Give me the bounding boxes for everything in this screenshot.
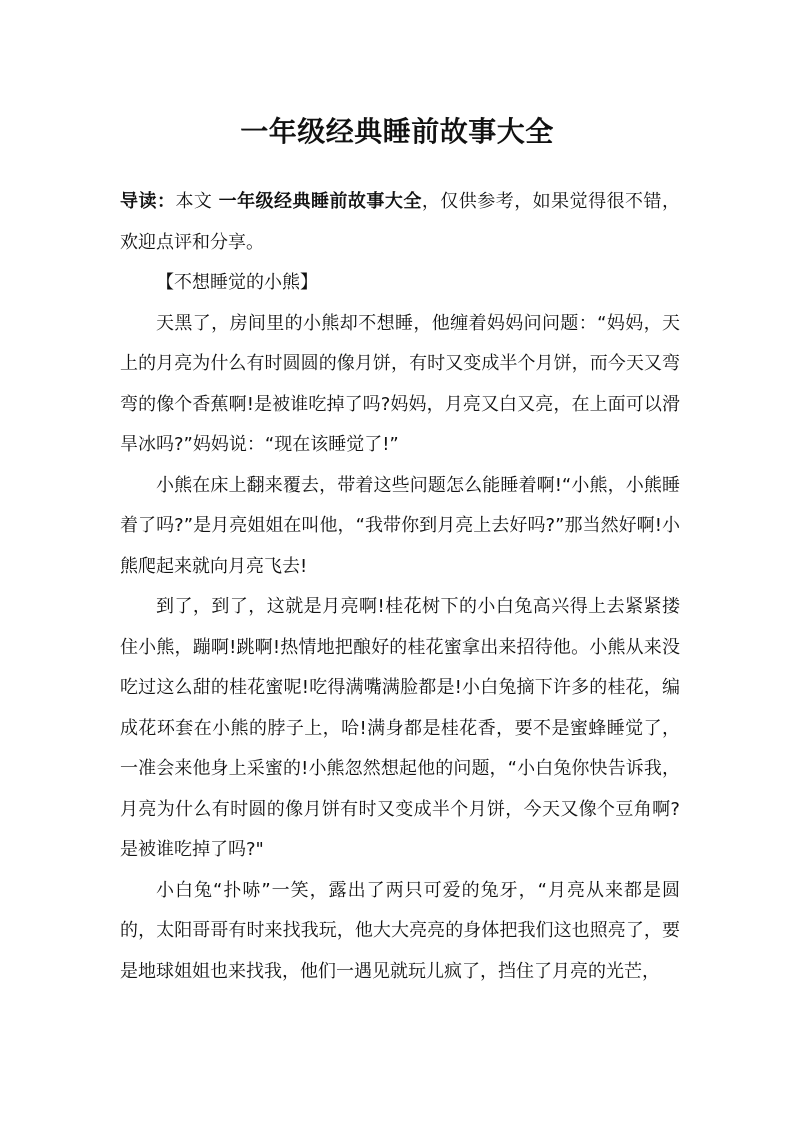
intro-paragraph — [120, 182, 680, 263]
story-paragraph-1: 天黑了，房间里的小熊却不想睡，他缠着妈妈问问题：“妈妈，天上的月亮为什么有时圆圆的像月饼，有时又变成半个月饼，而今天又弯弯的像个香蕉啊!是被谁吃掉了吗?妈妈，月亮又白又亮，在上面可以滑旱冰吗?”妈妈说：“现在该睡觉了!” — [120, 312, 680, 455]
intro-prefix: 本文 — [175, 191, 219, 212]
story-paragraph-4: 小白兔“扑哧”一笑，露出了两只可爱的兔牙，“月亮从来都是圆的，太阳哥哥有时来找我玩，他大大亮亮的身体把我们这也照亮了，要是地球姐姐也来找我，他们一遇见就玩儿疯了，挡住了月亮的光芒， — [120, 879, 680, 982]
document-body — [120, 182, 680, 992]
intro-doc-title: 一年级经典睡前故事大全 — [218, 191, 422, 212]
document-title: 一年级经典睡前故事大全 — [240, 115, 554, 148]
intro-label: 导读： — [120, 191, 176, 212]
story-paragraph-3: 到了，到了，这就是月亮啊!桂花树下的小白兔高兴得上去紧紧搂住小熊，蹦啊!跳啊!热情地把酿好的桂花蜜拿出来招待他。小熊从来没吃过这么甜的桂花蜜呢!吃得满嘴满脸都是!小白兔摘下许多的桂花，编成花环套在小熊的脖子上，哈!满身都是桂花香，要不是蜜蜂睡觉了，一准会来他身上采蜜的!小熊忽然想起他的问题，“小白兔你快告诉我，月亮为什么有时圆的像月饼有时又变成半个月饼，今天又像个豆角啊?是被谁吃掉了吗?" — [120, 596, 680, 860]
section-heading: 【不想睡觉的小熊】 — [156, 272, 318, 293]
intro-suffix: ，仅供参考，如果觉得很不错，欢迎点评和分享。 — [120, 191, 681, 253]
story-paragraph-2: 小熊在床上翻来覆去，带着这些问题怎么能睡着啊!“小熊，小熊睡着了吗?”是月亮姐姐在叫他，“我带你到月亮上去好吗?”那当然好啊!小熊爬起来就向月亮飞去! — [120, 474, 680, 577]
